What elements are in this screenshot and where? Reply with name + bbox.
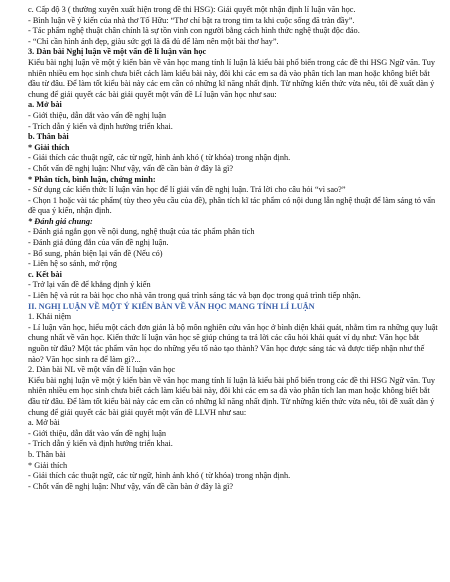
text-line: - Đánh giá đúng đắn của vấn đề nghị luận. [28, 238, 169, 248]
text-line: Kiểu bài nghị luận về một ý kiến bàn về văn học mang tính lí luận là kiểu bài phổ biến trong các đề thi HSG Ngữ văn. Tuy nhiên nhiều em học sinh chưa biết cách làm kiểu bài này, đôi khi các em sa đà vào phân tích lan man hoặc không biết bắt đầu từ đâu. Để làm tốt kiểu bài này các em cần có những kĩ năng nhất định. Từ những kiến thức vừa nêu, tôi đề xuất dàn ý chung để giải quyết các bài giải quyết một vấn đề Lí luận văn học như sau: [28, 57, 436, 99]
text-line: c. Cấp độ 3 ( thường xuyên xuất hiện trong đề thi HSG): Giải quyết một nhận định lí luận văn học. [28, 5, 356, 14]
text-line: - Giải thích các thuật ngữ, các từ ngữ, hình ảnh khó ( từ khóa) trong nhận định. [28, 471, 291, 481]
text-line: - Chốt vấn đề nghị luận: Như vậy, vấn đề cần bàn ở đây là gì? [28, 481, 234, 491]
text-line: - Liên hệ so sánh, mở rộng [28, 259, 117, 269]
text-line: - Giới thiệu, dẫn dắt vào vấn đề nghị luận [28, 110, 167, 120]
section-heading: II. NGHỊ LUẬN VỀ MỘT Ý KIẾN BÀN VỀ VĂN HỌC MANG TÍNH LÍ LUẬN [28, 301, 315, 311]
bold-line: * Đánh giá chung: [28, 216, 93, 226]
text-line: b. Thân bài [28, 449, 66, 459]
bold-line: 3. Dàn bài Nghị luận về một vấn đề lí luận văn học [28, 47, 207, 57]
bold-line: a. Mở bài [28, 100, 62, 110]
text-line: a. Mở bài [28, 418, 60, 428]
text-line: - Giới thiệu, dẫn dắt vào vấn đề nghị luận [28, 428, 167, 438]
text-line: - Đánh giá ngắn gọn về nội dung, nghệ thuật của tác phẩm phân tích [28, 227, 255, 237]
text-line: 2. Dàn bài NL về một vấn đề lí luận văn học [28, 365, 176, 375]
text-line: - Bình luận về ý kiến của nhà thơ Tố Hữu: “Thơ chỉ bật ra trong tim ta khi cuộc sống đã tràn đầy”. [28, 15, 355, 25]
text-line: Kiểu bài nghị luận về một ý kiến bàn về văn học mang tính lí luận là kiểu bài phổ biến trong các đề thi HSG Ngữ văn. Tuy nhiên nhiều em học sinh chưa biết cách làm kiểu bài này, đôi khi các em sa đà vào phân tích lan man hoặc không biết bắt đầu từ đâu. Để làm tốt kiểu bài này các em cần có những kĩ năng nhất định. Từ những kiến thức vừa nêu, tôi đề xuất dàn ý chung để giải quyết các bài giải quyết một vấn đề LLVH như sau: [28, 375, 436, 417]
text-line: - Liên hệ và rút ra bài học cho nhà văn trong quá trình sáng tác và bạn đọc trong quá trình tiếp nhận. [28, 291, 361, 301]
text-line: - Trích dẫn ý kiến và định hướng triển khai. [28, 121, 173, 131]
text-line: - Giải thích các thuật ngữ, các từ ngữ, hình ảnh khó ( từ khóa) trong nhận định. [28, 153, 291, 163]
bold-line: c. Kết bài [28, 269, 62, 279]
text-line: - Trở lại vấn đề để khẳng định ý kiến [28, 280, 151, 290]
text-line: - “Chỉ cần hình ảnh đẹp, giàu sức gợi là đã đủ để làm nên một bài thơ hay”. [28, 36, 279, 46]
text-line: - Chọn 1 hoặc vài tác phẩm( tùy theo yêu cầu của đề), phân tích kĩ tác phẩm có nội dung lẫn nghệ thuật để làm sáng tỏ vấn đề qua ý kiến, nhận định. [28, 195, 436, 216]
text-line: - Bổ sung, phản biện lại vấn đề (Nếu có) [28, 248, 163, 258]
text-line: * Giải thích [28, 460, 68, 470]
bold-line: * Giải thích [28, 142, 70, 152]
text-line: - Trích dẫn ý kiến và định hướng triển khai. [28, 439, 173, 449]
bold-line: b. Thân bài [28, 132, 69, 142]
text-line: - Tác phẩm nghệ thuật chân chính là sự tồn vinh con người bằng cách hình thức nghệ thuật độc đáo. [28, 26, 360, 36]
bold-line: * Phân tích, bình luận, chứng minh: [28, 174, 156, 184]
text-line: - Chốt vấn đề nghị luận: Như vậy, vấn đề cần bàn ở đây là gì? [28, 163, 234, 173]
text-line: - Lí luận văn học, hiểu một cách đơn giản là bộ môn nghiên cứu văn học ở bình diện khái quát, nhằm tìm ra những quy luật chung nhất về văn học. Kiến thức lí luận văn học sẽ giúp chúng ta trả lời các câu hỏi khái quát ví dụ như: Văn học bắt nguồn từ đâu? Một tác phẩm văn học do những yếu tố nào tạo thành? Văn học được sáng tác và được tiếp nhận như thế nào? Văn học sinh ra để làm gì?... [28, 322, 438, 364]
text-line: - Sử dụng các kiến thức lí luận văn học để lí giải vấn đề nghị luận. Trả lời cho câu hỏi “vì sao?” [28, 185, 346, 195]
text-line: 1. Khái niệm [28, 312, 72, 322]
